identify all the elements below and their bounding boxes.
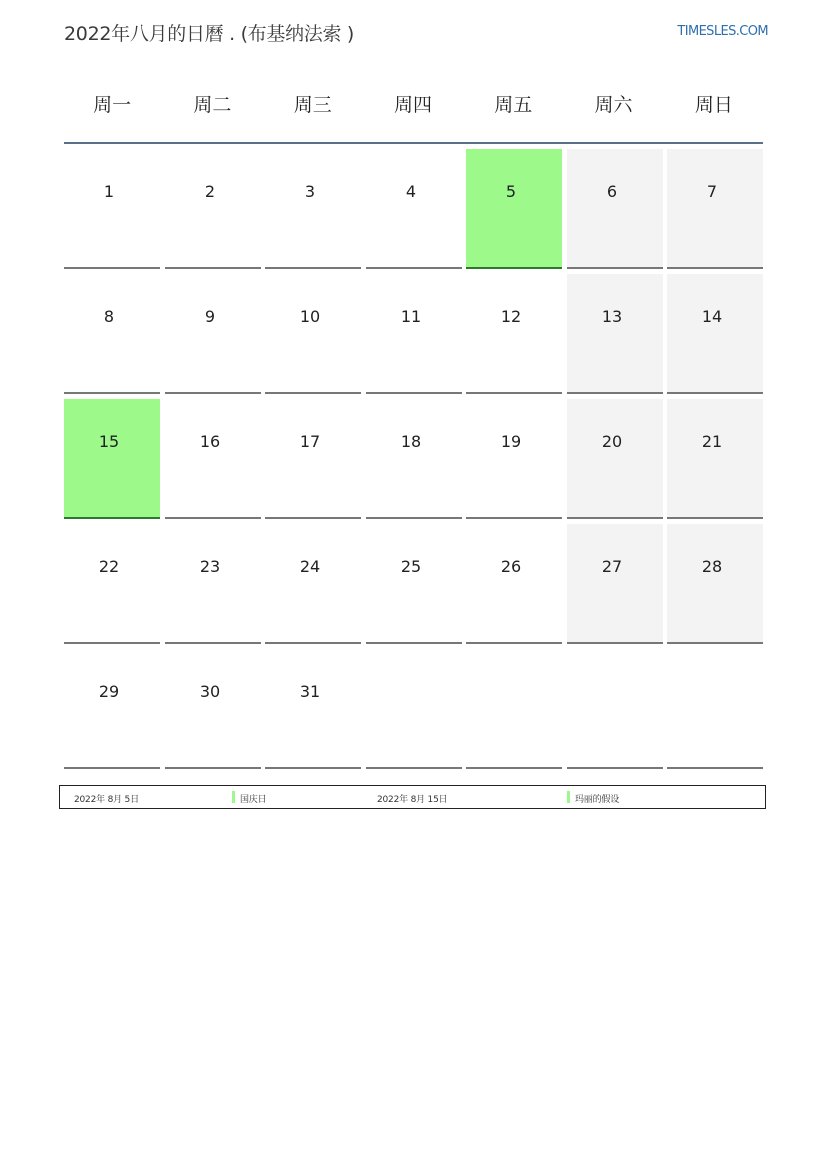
day-cell-30[interactable] bbox=[165, 649, 261, 769]
day-number: 7 bbox=[706, 182, 718, 201]
empty-day-cell bbox=[567, 649, 663, 769]
holiday-name-2: 玛丽的假设 bbox=[575, 795, 620, 805]
day-cell-15[interactable] bbox=[64, 399, 160, 519]
weekday-wed: 周三 bbox=[293, 94, 332, 116]
day-number: 27 bbox=[601, 557, 623, 576]
day-number: 5 bbox=[505, 182, 517, 201]
day-number: 10 bbox=[299, 307, 321, 326]
day-cell-19[interactable] bbox=[466, 399, 562, 519]
day-number: 28 bbox=[701, 557, 723, 576]
weekday-mon: 周一 bbox=[93, 94, 132, 116]
day-number: 11 bbox=[400, 307, 422, 326]
weekday-sun: 周日 bbox=[694, 94, 733, 116]
day-cell-25[interactable] bbox=[366, 524, 462, 644]
day-number: 16 bbox=[199, 432, 221, 451]
day-cell-12[interactable] bbox=[466, 274, 562, 394]
day-number: 18 bbox=[400, 432, 422, 451]
day-cell-21[interactable] bbox=[667, 399, 763, 519]
day-cell-2[interactable] bbox=[165, 149, 261, 269]
day-cell-5[interactable] bbox=[466, 149, 562, 269]
day-cell-29[interactable] bbox=[64, 649, 160, 769]
holiday-date-2: 2022年 8月 15日 bbox=[377, 795, 448, 805]
day-number: 3 bbox=[304, 182, 316, 201]
weekday-fri: 周五 bbox=[494, 94, 533, 116]
site-logo-text[interactable]: TIMESLES.COM bbox=[677, 24, 768, 39]
day-cell-8[interactable] bbox=[64, 274, 160, 394]
day-cell-18[interactable] bbox=[366, 399, 462, 519]
header-divider bbox=[64, 142, 763, 144]
day-number: 20 bbox=[601, 432, 623, 451]
day-cell-27[interactable] bbox=[567, 524, 663, 644]
day-cell-20[interactable] bbox=[567, 399, 663, 519]
day-number: 1 bbox=[103, 182, 115, 201]
day-cell-28[interactable] bbox=[667, 524, 763, 644]
weekday-sat: 周六 bbox=[594, 94, 633, 116]
holiday-name-1: 国庆日 bbox=[240, 795, 267, 805]
holiday-legend bbox=[59, 785, 766, 809]
day-number: 21 bbox=[701, 432, 723, 451]
holiday-marker-2 bbox=[567, 791, 570, 803]
weekday-tue: 周二 bbox=[193, 94, 232, 116]
day-number: 30 bbox=[199, 682, 221, 701]
day-number: 29 bbox=[98, 682, 120, 701]
day-cell-14[interactable] bbox=[667, 274, 763, 394]
day-cell-13[interactable] bbox=[567, 274, 663, 394]
day-cell-22[interactable] bbox=[64, 524, 160, 644]
day-cell-1[interactable] bbox=[64, 149, 160, 269]
empty-day-cell bbox=[466, 649, 562, 769]
day-cell-24[interactable] bbox=[265, 524, 361, 644]
day-cell-6[interactable] bbox=[567, 149, 663, 269]
day-number: 25 bbox=[400, 557, 422, 576]
empty-day-cell bbox=[366, 649, 462, 769]
day-cell-9[interactable] bbox=[165, 274, 261, 394]
day-cell-23[interactable] bbox=[165, 524, 261, 644]
day-number: 26 bbox=[500, 557, 522, 576]
day-number: 12 bbox=[500, 307, 522, 326]
day-number: 6 bbox=[606, 182, 618, 201]
holiday-marker-1 bbox=[232, 791, 235, 803]
day-cell-10[interactable] bbox=[265, 274, 361, 394]
day-number: 8 bbox=[103, 307, 115, 326]
day-number: 17 bbox=[299, 432, 321, 451]
day-cell-11[interactable] bbox=[366, 274, 462, 394]
day-number: 9 bbox=[204, 307, 216, 326]
day-number: 23 bbox=[199, 557, 221, 576]
day-cell-3[interactable] bbox=[265, 149, 361, 269]
weekday-thu: 周四 bbox=[393, 94, 432, 116]
weekday-header-row bbox=[62, 90, 764, 117]
day-number: 15 bbox=[98, 432, 120, 451]
day-cell-17[interactable] bbox=[265, 399, 361, 519]
day-number: 13 bbox=[601, 307, 623, 326]
day-cell-7[interactable] bbox=[667, 149, 763, 269]
day-number: 4 bbox=[405, 182, 417, 201]
day-number: 24 bbox=[299, 557, 321, 576]
day-cell-16[interactable] bbox=[165, 399, 261, 519]
day-number: 14 bbox=[701, 307, 723, 326]
day-number: 31 bbox=[299, 682, 321, 701]
day-cell-4[interactable] bbox=[366, 149, 462, 269]
day-number: 22 bbox=[98, 557, 120, 576]
day-cell-31[interactable] bbox=[265, 649, 361, 769]
holiday-date-1: 2022年 8月 5日 bbox=[74, 795, 139, 805]
day-number: 2 bbox=[204, 182, 216, 201]
empty-day-cell bbox=[667, 649, 763, 769]
day-number: 19 bbox=[500, 432, 522, 451]
day-cell-26[interactable] bbox=[466, 524, 562, 644]
page-title: 2022年八月的日曆 . (布基纳法索 ) bbox=[64, 23, 355, 45]
